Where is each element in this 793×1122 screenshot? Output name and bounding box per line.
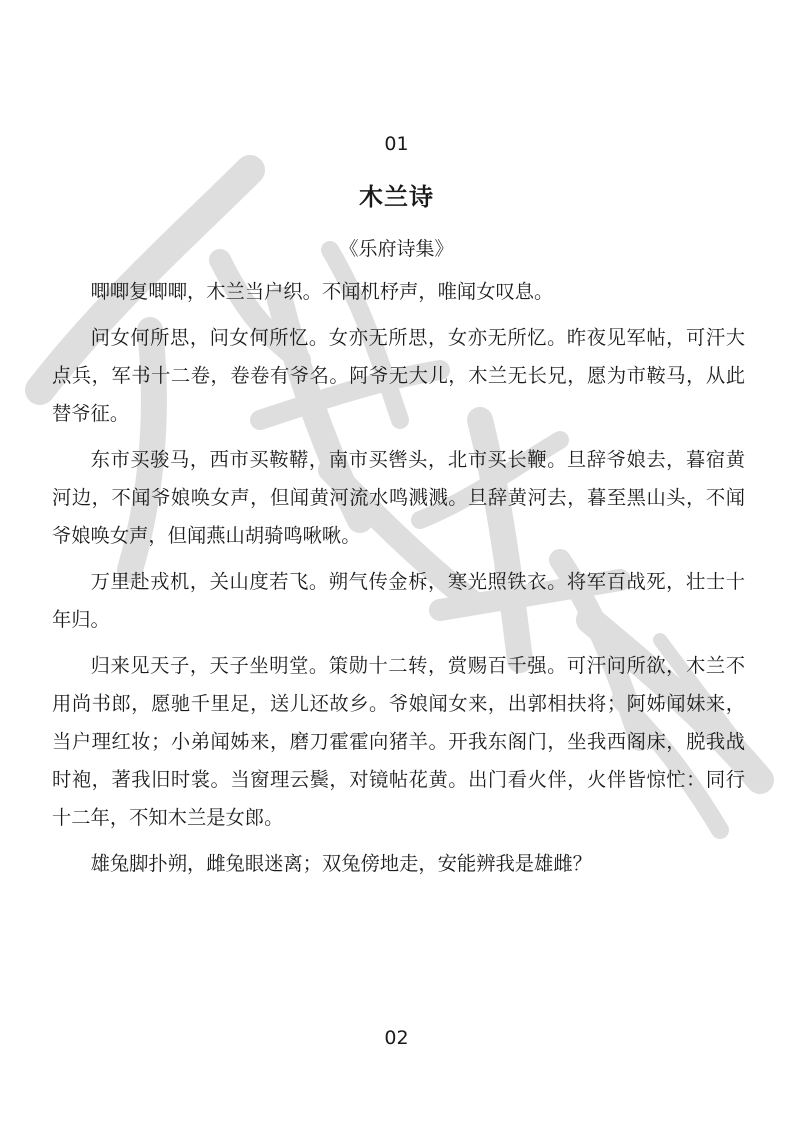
poem-paragraph: 东市买骏马，西市买鞍鞯，南市买辔头，北市买长鞭。旦辞爷娘去，暮宿黄河边，不闻爷娘唤女声，但闻黄河流水鸣溅溅。旦辞黄河去，暮至黑山头，不闻爷娘唤女声，但闻燕山胡骑鸣啾啾。 — [52, 448, 745, 547]
poem-paragraph: 问女何所思，问女何所忆。女亦无所思，女亦无所忆。昨夜见军帖，可汗大点兵，军书十二卷，卷卷有爷名。阿爷无大儿，木兰无长兄，愿为市鞍马，从此替爷征。 — [52, 326, 745, 425]
poem-paragraph: 归来见天子，天子坐明堂。策勋十二转，赏赐百千强。可汗问所欲，木兰不用尚书郎，愿驰千里足，送儿还故乡。爷娘闻女来，出郭相扶将；阿姊闻妹来，当户理红妆；小弟闻姊来，磨刀霍霍向猪羊。开我东阁门，坐我西阁床，脱我战时袍，著我旧时裳。当窗理云鬓，对镜帖花黄。出门看火伴，火伴皆惊忙：同行十二年，不知木兰是女郎。 — [52, 654, 745, 829]
page-number-top: 01 — [384, 133, 409, 155]
poem-title: 木兰诗 — [359, 183, 434, 211]
poem-paragraph: 万里赴戎机，关山度若飞。朔气传金柝，寒光照铁衣。将军百战死，壮士十年归。 — [52, 570, 745, 631]
poem-body — [52, 273, 745, 891]
poem-paragraph: 唧唧复唧唧，木兰当户织。不闻机杼声，唯闻女叹息。 — [90, 280, 554, 303]
poem-source: 《乐府诗集》 — [339, 238, 454, 260]
poem-paragraph: 雄兔脚扑朔，雌兔眼迷离；双兔傍地走，安能辨我是雄雌？ — [90, 852, 592, 875]
page-number-bottom: 02 — [384, 1027, 409, 1049]
